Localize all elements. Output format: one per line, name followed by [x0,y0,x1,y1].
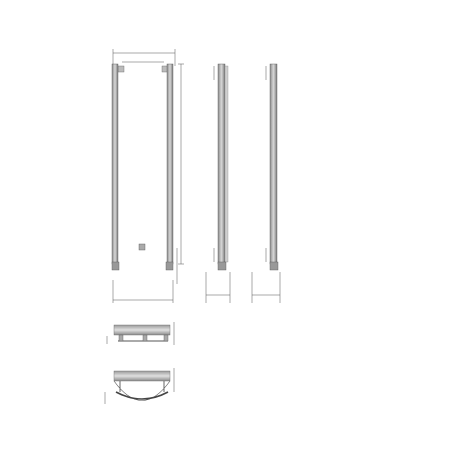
front-view [112,49,184,303]
watermark [360,40,450,440]
side-view-2 [252,64,280,303]
side-view-1 [206,64,230,303]
bottom-view [105,368,174,404]
top-view [107,322,174,345]
